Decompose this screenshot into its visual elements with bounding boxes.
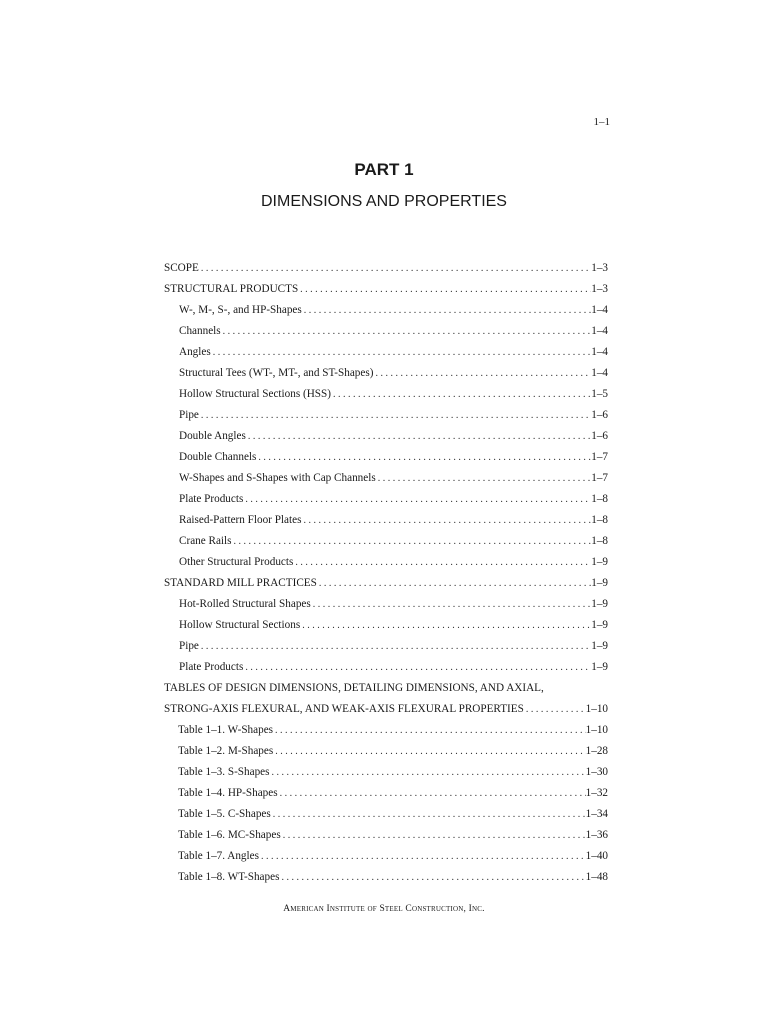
toc-leader-dots	[246, 426, 591, 447]
toc-entry	[162, 867, 608, 888]
toc-entry	[162, 321, 608, 342]
toc-entry	[162, 489, 608, 510]
toc-entry	[162, 615, 608, 636]
toc-leader-dots	[259, 846, 586, 867]
toc-page: 1–9	[591, 598, 608, 610]
toc-label: STRUCTURAL PRODUCTS	[164, 283, 299, 295]
toc-entry	[162, 825, 608, 846]
toc-page: 1–40	[585, 850, 608, 862]
toc-leader-dots	[331, 384, 591, 405]
toc-entry	[162, 384, 608, 405]
toc-entry	[162, 363, 608, 384]
toc-label: Crane Rails	[179, 535, 232, 547]
toc-entry	[162, 846, 608, 867]
toc-label: Table 1–4. HP-Shapes	[178, 787, 278, 799]
toc-page: 1–10	[585, 724, 608, 736]
toc-leader-dots	[302, 300, 591, 321]
toc-entry	[162, 657, 608, 678]
toc-page: 1–9	[591, 619, 608, 631]
toc-leader-dots	[317, 573, 591, 594]
toc-entry	[162, 594, 608, 615]
toc-label: Angles	[179, 346, 211, 358]
toc-leader-dots	[256, 447, 591, 468]
toc-page: 1–3	[591, 283, 608, 295]
toc-leader-dots	[281, 825, 586, 846]
toc-entry	[162, 510, 608, 531]
toc-label: Hot-Rolled Structural Shapes	[179, 598, 311, 610]
toc-entry	[162, 699, 608, 720]
toc-entry	[162, 279, 608, 300]
toc-entry	[162, 783, 608, 804]
toc-label: Hollow Structural Sections (HSS)	[179, 388, 331, 400]
toc-label: Channels	[179, 325, 221, 337]
toc-page: 1–28	[585, 745, 608, 757]
toc-entry	[162, 741, 608, 762]
toc-entry	[162, 552, 608, 573]
toc-leader-dots	[232, 531, 592, 552]
toc-leader-dots	[271, 804, 586, 825]
toc-page: 1–3	[591, 262, 608, 274]
toc-label: Pipe	[179, 409, 199, 421]
toc-page: 1–4	[591, 346, 608, 358]
toc-page: 1–5	[591, 388, 608, 400]
toc-page: 1–9	[591, 661, 608, 673]
toc-page: 1–36	[585, 829, 608, 841]
part-title: PART 1	[354, 160, 414, 179]
toc-page: 1–32	[585, 787, 608, 799]
toc-page: 1–4	[591, 304, 608, 316]
toc-page: 1–8	[591, 514, 608, 526]
toc-label: Table 1–5. C-Shapes	[178, 808, 271, 820]
toc-page: 1–4	[591, 367, 608, 379]
toc-entry	[162, 804, 608, 825]
toc-leader-dots	[199, 636, 591, 657]
toc-page: 1–8	[591, 535, 608, 547]
part-subtitle: DIMENSIONS AND PROPERTIES	[261, 193, 507, 210]
toc-label: Table 1–7. Angles	[178, 850, 259, 862]
toc-page: 1–9	[591, 640, 608, 652]
toc-leader-dots	[301, 510, 591, 531]
toc-page: 1–9	[591, 577, 608, 589]
toc-leader-dots	[300, 615, 591, 636]
toc-leader-dots	[199, 258, 591, 279]
toc-entry	[162, 342, 608, 363]
toc-leader-dots	[524, 699, 586, 720]
toc-page: 1–7	[591, 472, 608, 484]
toc-entry	[162, 447, 608, 468]
toc-page: 1–30	[585, 766, 608, 778]
toc-leader-dots	[311, 594, 591, 615]
toc-leader-dots	[293, 552, 591, 573]
toc-leader-dots	[298, 279, 591, 300]
toc-label: Pipe	[179, 640, 199, 652]
toc-page: 1–48	[585, 871, 608, 883]
toc-leader-dots	[243, 657, 591, 678]
toc-label: SCOPE	[164, 262, 199, 274]
toc-page: 1–7	[591, 451, 608, 463]
toc-page: 1–9	[591, 556, 608, 568]
toc-entry	[162, 762, 608, 783]
toc-entry	[162, 300, 608, 321]
toc-leader-dots	[278, 783, 586, 804]
toc-label: Table 1–6. MC-Shapes	[178, 829, 281, 841]
toc-label: Structural Tees (WT-, MT-, and ST-Shapes)	[179, 367, 374, 379]
toc-leader-dots	[243, 489, 591, 510]
toc-label: STANDARD MILL PRACTICES	[164, 577, 317, 589]
toc-tables-heading: TABLES OF DESIGN DIMENSIONS, DETAILING DIMENSIONS, AND AXIAL,	[164, 682, 544, 694]
toc-label: Plate Products	[179, 493, 244, 505]
toc-label: W-, M-, S-, and HP-Shapes	[179, 304, 302, 316]
toc-entry	[162, 405, 608, 426]
page-number: 1–1	[593, 116, 610, 128]
toc-leader-dots	[279, 867, 585, 888]
toc-leader-dots	[211, 342, 592, 363]
toc-page: 1–6	[591, 430, 608, 442]
toc-label: Table 1–8. WT-Shapes	[178, 871, 280, 883]
toc-entry	[162, 258, 608, 279]
page-footer: American Institute of Steel Construction, Inc.	[283, 904, 485, 914]
toc-entry	[162, 426, 608, 447]
toc-entry	[162, 720, 608, 741]
toc-label: Other Structural Products	[179, 556, 294, 568]
toc-label: Table 1–3. S-Shapes	[178, 766, 270, 778]
toc-page: 1–8	[591, 493, 608, 505]
toc-label: Plate Products	[179, 661, 244, 673]
toc-leader-dots	[221, 321, 592, 342]
toc-entry	[162, 573, 608, 594]
toc-leader-dots	[376, 468, 592, 489]
toc-page: 1–10	[585, 703, 608, 715]
toc-leader-dots	[199, 405, 591, 426]
toc-label: STRONG-AXIS FLEXURAL, AND WEAK-AXIS FLEXURAL PROPERTIES	[164, 703, 524, 715]
toc-page: 1–6	[591, 409, 608, 421]
toc-label: W-Shapes and S-Shapes with Cap Channels	[179, 472, 376, 484]
toc-label: Table 1–2. M-Shapes	[178, 745, 274, 757]
table-of-contents	[162, 258, 608, 888]
toc-leader-dots	[273, 720, 586, 741]
toc-entry	[162, 468, 608, 489]
toc-label: Table 1–1. W-Shapes	[178, 724, 274, 736]
toc-label: Raised-Pattern Floor Plates	[179, 514, 302, 526]
toc-page: 1–34	[585, 808, 608, 820]
toc-leader-dots	[373, 363, 591, 384]
toc-leader-dots	[273, 741, 585, 762]
toc-label: Double Channels	[179, 451, 257, 463]
toc-page: 1–4	[591, 325, 608, 337]
toc-entry	[162, 531, 608, 552]
toc-leader-dots	[270, 762, 586, 783]
toc-label: Hollow Structural Sections	[179, 619, 301, 631]
toc-entry	[162, 636, 608, 657]
toc-label: Double Angles	[179, 430, 246, 442]
